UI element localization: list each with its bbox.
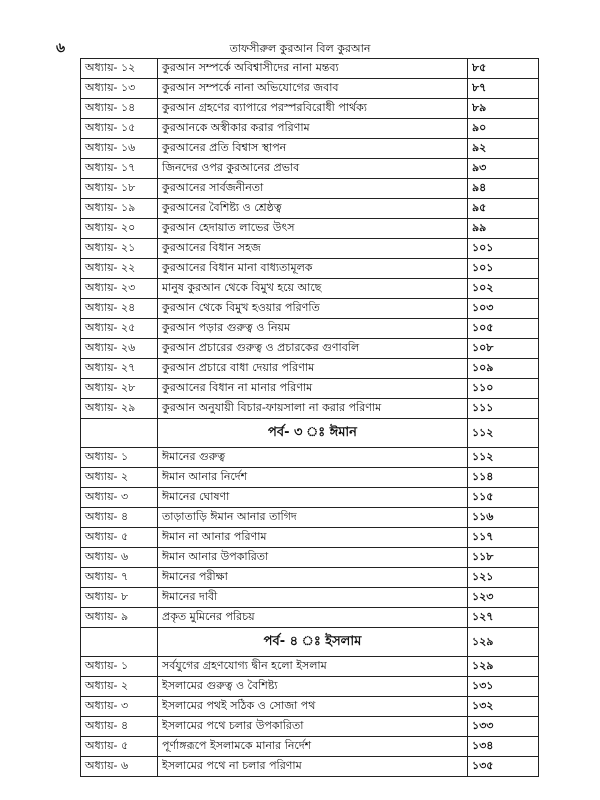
chapter-number (81, 628, 158, 657)
chapter-number: অধ্যায়- ২২ (81, 259, 158, 279)
chapter-row (81, 239, 539, 259)
page-ref: ১১১ (468, 399, 539, 419)
chapter-title: ঈমানের ঘোষণা (158, 488, 468, 508)
page-ref: ১১৮ (468, 548, 539, 568)
page-ref: ৮৭ (468, 79, 539, 99)
chapter-row (81, 448, 539, 468)
page-ref: ১০২ (468, 279, 539, 299)
chapter-number (81, 419, 158, 448)
chapter-number: অধ্যায়- ৬ (81, 757, 158, 777)
chapter-title: কুরআন সম্পর্কে অবিশ্বাসীদের নানা মন্তব্য (158, 59, 468, 79)
chapter-row (81, 657, 539, 677)
chapter-number: অধ্যায়- ২ (81, 677, 158, 697)
chapter-number: অধ্যায়- ৬ (81, 548, 158, 568)
chapter-row (81, 319, 539, 339)
chapter-row (81, 548, 539, 568)
chapter-number: অধ্যায়- ২৩ (81, 279, 158, 299)
page-ref: ১২৩ (468, 588, 539, 608)
chapter-number: অধ্যায়- ১৭ (81, 159, 158, 179)
chapter-number: অধ্যায়- ২৫ (81, 319, 158, 339)
part-heading-row (81, 628, 539, 657)
page-ref: ৯৫ (468, 199, 539, 219)
page-ref: ১১০ (468, 379, 539, 399)
chapter-title: মানুষ কুরআন থেকে বিমুখ হয়ে আছে (158, 279, 468, 299)
chapter-number: অধ্যায়- ২৬ (81, 339, 158, 359)
contents-table (80, 58, 539, 777)
chapter-row (81, 159, 539, 179)
part-title: পর্ব- ৪ ঃ ইসলাম (158, 628, 468, 657)
chapter-row (81, 119, 539, 139)
page-ref: ১৩৪ (468, 737, 539, 757)
chapter-row (81, 359, 539, 379)
chapter-row (81, 59, 539, 79)
chapter-row (81, 588, 539, 608)
chapter-title: কুরআন থেকে বিমুখ হওয়ার পরিণতি (158, 299, 468, 319)
page-ref: ১০৮ (468, 339, 539, 359)
page-ref: ১৩৫ (468, 757, 539, 777)
chapter-row (81, 608, 539, 628)
chapter-number: অধ্যায়- ২১ (81, 239, 158, 259)
page-ref: ১১২ (468, 448, 539, 468)
page-ref: ৯৩ (468, 159, 539, 179)
chapter-row (81, 677, 539, 697)
page-ref: ৯০ (468, 119, 539, 139)
chapter-row (81, 179, 539, 199)
page-ref: ৯৯ (468, 219, 539, 239)
chapter-row (81, 717, 539, 737)
page-ref: ১২৯ (468, 657, 539, 677)
chapter-title: সর্বযুগের গ্রহণযোগ্য দ্বীন হলো ইসলাম (158, 657, 468, 677)
chapter-title: ঈমান আনার নির্দেশ (158, 468, 468, 488)
chapter-number: অধ্যায়- ৩ (81, 488, 158, 508)
chapter-number: অধ্যায়- ১ (81, 657, 158, 677)
chapter-title: ঈমান না আনার পরিণাম (158, 528, 468, 548)
page-ref: ১৩৩ (468, 717, 539, 737)
chapter-title: কুরআনের বিধান মানা বাধ্যতামূলক (158, 259, 468, 279)
chapter-number: অধ্যায়- ২৮ (81, 379, 158, 399)
chapter-title: ঈমানের দাবী (158, 588, 468, 608)
chapter-title: কুরআন সম্পর্কে নানা অভিযোগের জবাব (158, 79, 468, 99)
chapter-row (81, 508, 539, 528)
contents-table-body (81, 59, 539, 777)
chapter-number: অধ্যায়- ১৬ (81, 139, 158, 159)
page-ref: ১১৭ (468, 528, 539, 548)
page-ref: ৮৯ (468, 99, 539, 119)
chapter-row (81, 379, 539, 399)
page-ref: ১০৯ (468, 359, 539, 379)
chapter-row (81, 488, 539, 508)
chapter-title: প্রকৃত মুমিনের পরিচয় (158, 608, 468, 628)
chapter-number: অধ্যায়- ১৯ (81, 199, 158, 219)
page-ref: ১১৫ (468, 488, 539, 508)
page-ref: ১০৫ (468, 319, 539, 339)
chapter-number: অধ্যায়- ২৪ (81, 299, 158, 319)
chapter-title: জিনদের ওপর কুরআনের প্রভাব (158, 159, 468, 179)
chapter-title: ইসলামের পথে না চলার পরিণাম (158, 757, 468, 777)
page-ref: ১১৬ (468, 508, 539, 528)
running-header: তাফসীরুল কুরআন বিল কুরআন (229, 42, 371, 55)
page-ref: ১৩২ (468, 697, 539, 717)
chapter-title: ইসলামের পথে চলার উপকারিতা (158, 717, 468, 737)
chapter-title: কুরআন হেদায়াত লাভের উৎস (158, 219, 468, 239)
chapter-title: কুরআনের প্রতি বিশ্বাস স্থাপন (158, 139, 468, 159)
chapter-row (81, 468, 539, 488)
chapter-title: ঈমান আনার উপকারিতা (158, 548, 468, 568)
chapter-number: অধ্যায়- ৯ (81, 608, 158, 628)
page-ref: ৯২ (468, 139, 539, 159)
chapter-number: অধ্যায়- ৮ (81, 588, 158, 608)
chapter-title: কুরআন অনুযায়ী বিচার-ফায়সালা না করার পরিণাম (158, 399, 468, 419)
chapter-row (81, 568, 539, 588)
chapter-title: ঈমানের গুরুত্ব (158, 448, 468, 468)
chapter-row (81, 528, 539, 548)
page-number: ৬ (56, 40, 66, 56)
chapter-number: অধ্যায়- ৫ (81, 737, 158, 757)
chapter-row (81, 737, 539, 757)
chapter-number: অধ্যায়- ১৩ (81, 79, 158, 99)
chapter-row (81, 219, 539, 239)
chapter-row (81, 99, 539, 119)
chapter-row (81, 399, 539, 419)
chapter-row (81, 79, 539, 99)
chapter-title: কুরআন প্রচারে বাধা দেয়ার পরিণাম (158, 359, 468, 379)
chapter-row (81, 299, 539, 319)
page-ref: ১০১ (468, 239, 539, 259)
page-ref: ৮৫ (468, 59, 539, 79)
chapter-number: অধ্যায়- ৩ (81, 697, 158, 717)
chapter-number: অধ্যায়- ২৯ (81, 399, 158, 419)
chapter-number: অধ্যায়- ১২ (81, 59, 158, 79)
page-ref: ১০৩ (468, 299, 539, 319)
chapter-number: অধ্যায়- ১ (81, 448, 158, 468)
chapter-title: ইসলামের গুরুত্ব ও বৈশিষ্ট্য (158, 677, 468, 697)
page-ref: ১০১ (468, 259, 539, 279)
chapter-row (81, 279, 539, 299)
chapter-number: অধ্যায়- ২৭ (81, 359, 158, 379)
chapter-row (81, 259, 539, 279)
chapter-title: তাড়াতাড়ি ঈমান আনার তাগিদ (158, 508, 468, 528)
chapter-number: অধ্যায়- ১৮ (81, 179, 158, 199)
page-ref: ১২১ (468, 568, 539, 588)
chapter-number: অধ্যায়- ৪ (81, 508, 158, 528)
chapter-row (81, 757, 539, 777)
chapter-title: কুরআন পড়ার গুরুত্ব ও নিয়ম (158, 319, 468, 339)
page-ref: ১১২ (468, 419, 539, 448)
page-ref: ১২৭ (468, 608, 539, 628)
part-heading-row (81, 419, 539, 448)
chapter-row (81, 139, 539, 159)
chapter-title: কুরআন প্রচারের গুরুত্ব ও প্রচারকের গুণাবলি (158, 339, 468, 359)
chapter-number: অধ্যায়- ১৪ (81, 99, 158, 119)
chapter-title: পূর্ণাঙ্গরূপে ইসলামকে মানার নির্দেশ (158, 737, 468, 757)
chapter-title: কুরআনের বিধান সহজ (158, 239, 468, 259)
chapter-title: কুরআনের সার্বজনীনতা (158, 179, 468, 199)
chapter-title: কুরআনের বিধান না মানার পরিণাম (158, 379, 468, 399)
page-ref: ১২৯ (468, 628, 539, 657)
chapter-number: অধ্যায়- ১৫ (81, 119, 158, 139)
part-title: পর্ব- ৩ ঃ ঈমান (158, 419, 468, 448)
chapter-number: অধ্যায়- ২ (81, 468, 158, 488)
chapter-row (81, 339, 539, 359)
chapter-title: কুরআন গ্রহণের ব্যাপারে পরস্পরবিরোধী পার্থক্য (158, 99, 468, 119)
page-ref: ১১৪ (468, 468, 539, 488)
chapter-title: কুরআনের বৈশিষ্ট্য ও শ্রেষ্ঠত্ব (158, 199, 468, 219)
chapter-title: কুরআনকে অস্বীকার করার পরিণাম (158, 119, 468, 139)
chapter-number: অধ্যায়- ৫ (81, 528, 158, 548)
chapter-title: ইসলামের পথই সঠিক ও সোজা পথ (158, 697, 468, 717)
chapter-row (81, 697, 539, 717)
page-ref: ১৩১ (468, 677, 539, 697)
chapter-number: অধ্যায়- ২০ (81, 219, 158, 239)
chapter-number: অধ্যায়- ৪ (81, 717, 158, 737)
chapter-title: ঈমানের পরীক্ষা (158, 568, 468, 588)
chapter-number: অধ্যায়- ৭ (81, 568, 158, 588)
chapter-row (81, 199, 539, 219)
page-ref: ৯৪ (468, 179, 539, 199)
